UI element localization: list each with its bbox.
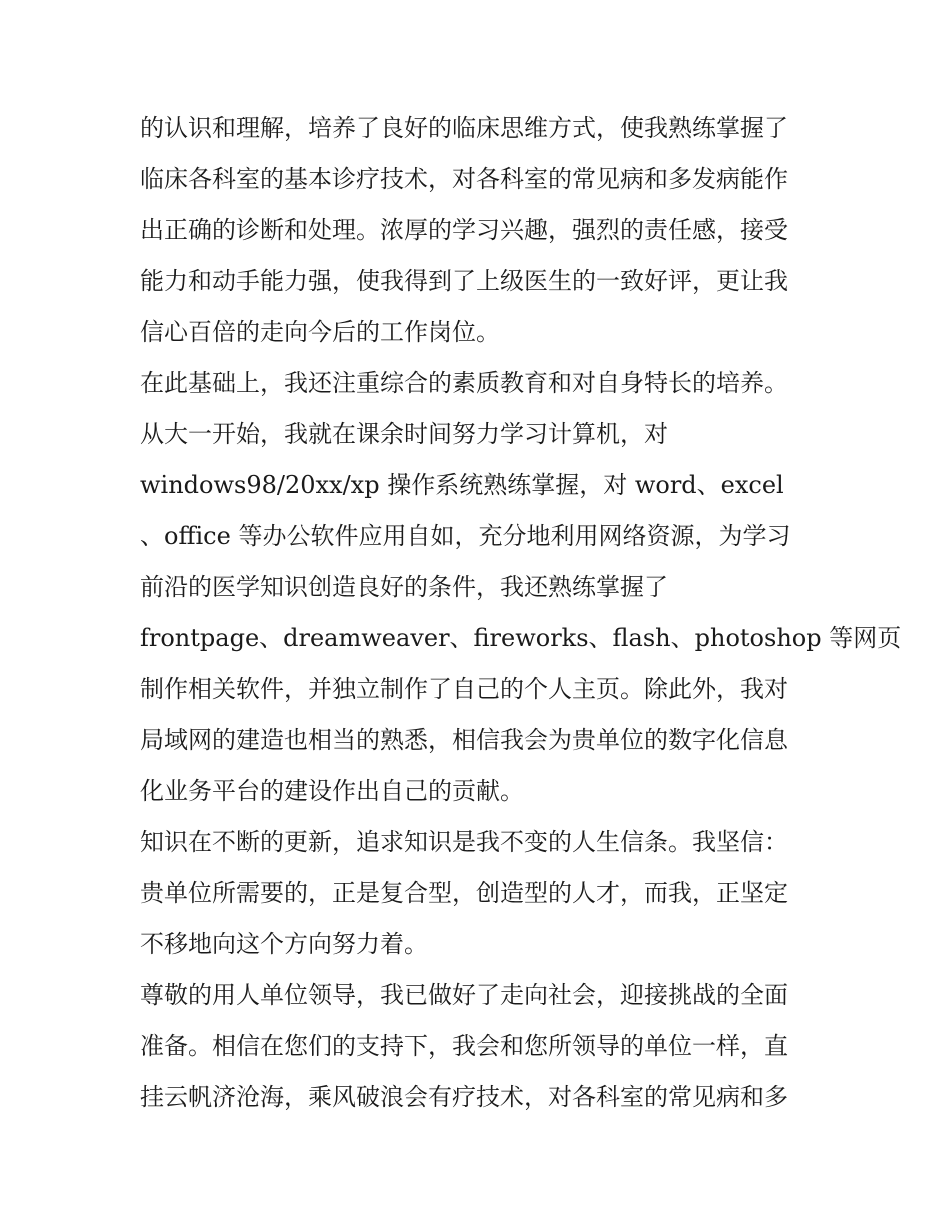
text-line: frontpage、dreamweaver、fireworks、flash、photoshop 等网页 xyxy=(140,624,902,652)
text-line: 临床各科室的基本诊疗技术，对各科室的常见病和多发病能作 xyxy=(140,165,788,193)
text-line: 制作相关软件，并独立制作了自己的个人主页。除此外，我对 xyxy=(140,675,788,703)
text-line: 、office 等办公软件应用自如，充分地利用网络资源，为学习 xyxy=(140,522,791,550)
text-line: 在此基础上，我还注重综合的素质教育和对自身特长的培养。 xyxy=(140,369,788,397)
text-line: windows98/20xx/xp 操作系统熟练掌握，对 word、excel xyxy=(140,471,784,499)
text-line: 出正确的诊断和处理。浓厚的学习兴趣，强烈的责任感，接受 xyxy=(140,216,788,244)
text-line: 挂云帆济沧海，乘风破浪会有疗技术，对各科室的常见病和多 xyxy=(140,1083,788,1111)
text-line: 能力和动手能力强，使我得到了上级医生的一致好评，更让我 xyxy=(140,267,788,295)
text-line: 信心百倍的走向今后的工作岗位。 xyxy=(140,318,500,346)
text-line: 从大一开始，我就在课余时间努力学习计算机，对 xyxy=(140,420,668,448)
text-line: 的认识和理解，培养了良好的临床思维方式，使我熟练掌握了 xyxy=(140,114,788,142)
text-line: 准备。相信在您们的支持下，我会和您所领导的单位一样，直 xyxy=(140,1032,788,1060)
text-line: 局域网的建造也相当的熟悉，相信我会为贵单位的数字化信息 xyxy=(140,726,788,754)
body-text xyxy=(140,103,902,1123)
text-line: 知识在不断的更新，追求知识是我不变的人生信条。我坚信： xyxy=(140,828,788,856)
text-line: 化业务平台的建设作出自己的贡献。 xyxy=(140,777,524,805)
text-line: 尊敬的用人单位领导，我已做好了走向社会，迎接挑战的全面 xyxy=(140,981,788,1009)
text-line: 不移地向这个方向努力着。 xyxy=(140,930,428,958)
text-line: 贵单位所需要的，正是复合型，创造型的人才，而我，正坚定 xyxy=(140,879,788,907)
text-line: 前沿的医学知识创造良好的条件，我还熟练掌握了 xyxy=(140,573,668,601)
